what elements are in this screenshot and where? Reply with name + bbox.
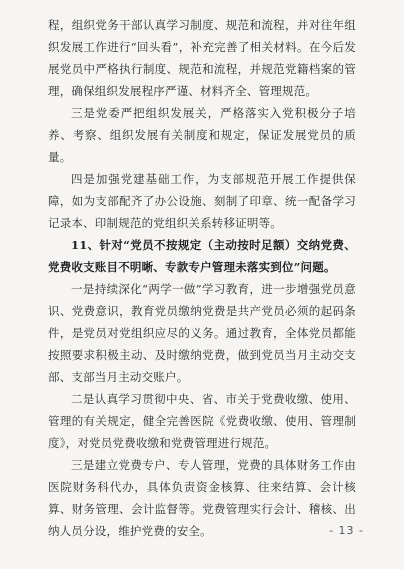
- paragraph-3: 四是加强党建基础工作，为支部规范开展工作提供保障，如为支部配齐了办公设施、刻制了印章、统一配备学习记录本、印制规范的党组织关系转移证明等。: [48, 172, 356, 230]
- paragraph-7: 三是建立党费专户、专人管理，党费的具体财务工作由医院财务科代办，具体负责资金核算、往来结算、会计核算、财务管理、会计监督等。党费管理实行会计、稽核、出纳人员分设，维护党费的安全。: [48, 458, 356, 538]
- paragraph-2: 三是党委严把组织发展关，严格落实入党积极分子培养、考察、组织发展有关制度和规定，保证发展党员的质量。: [48, 106, 356, 164]
- section-heading-11: 11、针对“党员不按规定（主动按时足额）交纳党费、党费收支账目不明晰、专款专户管理未落实到位”问题。: [48, 238, 356, 274]
- page-number: - 13 -: [329, 524, 364, 537]
- paragraph-6: 二是认真学习贯彻中央、省、市关于党费收缴、使用、管理的有关规定，健全完善医院《党费收缴、使用、管理制度》，对党员党费收缴和党费管理进行规范。: [48, 392, 356, 450]
- paragraph-5: 一是持续深化“两学一做”学习教育，进一步增强党员意识、党费意识，教育党员缴纳党费是共产党员必须的起码条件，是党员对党组织应尽的义务。通过教育，全体党员都能按照要求积极主动、及时缴纳党费，做到党员当月主动交支部、支部当月主动交账户。: [48, 282, 356, 384]
- paragraph-1: 程，组织党务干部认真学习制度、规范和流程，并对往年组织发展工作进行“回头看”，补充完善了相关材料。在今后发展党员中严格执行制度、规范和流程，并规范党籍档案的管理，确保组织发展程序严谨、材料齐全、管理规范。: [48, 18, 356, 98]
